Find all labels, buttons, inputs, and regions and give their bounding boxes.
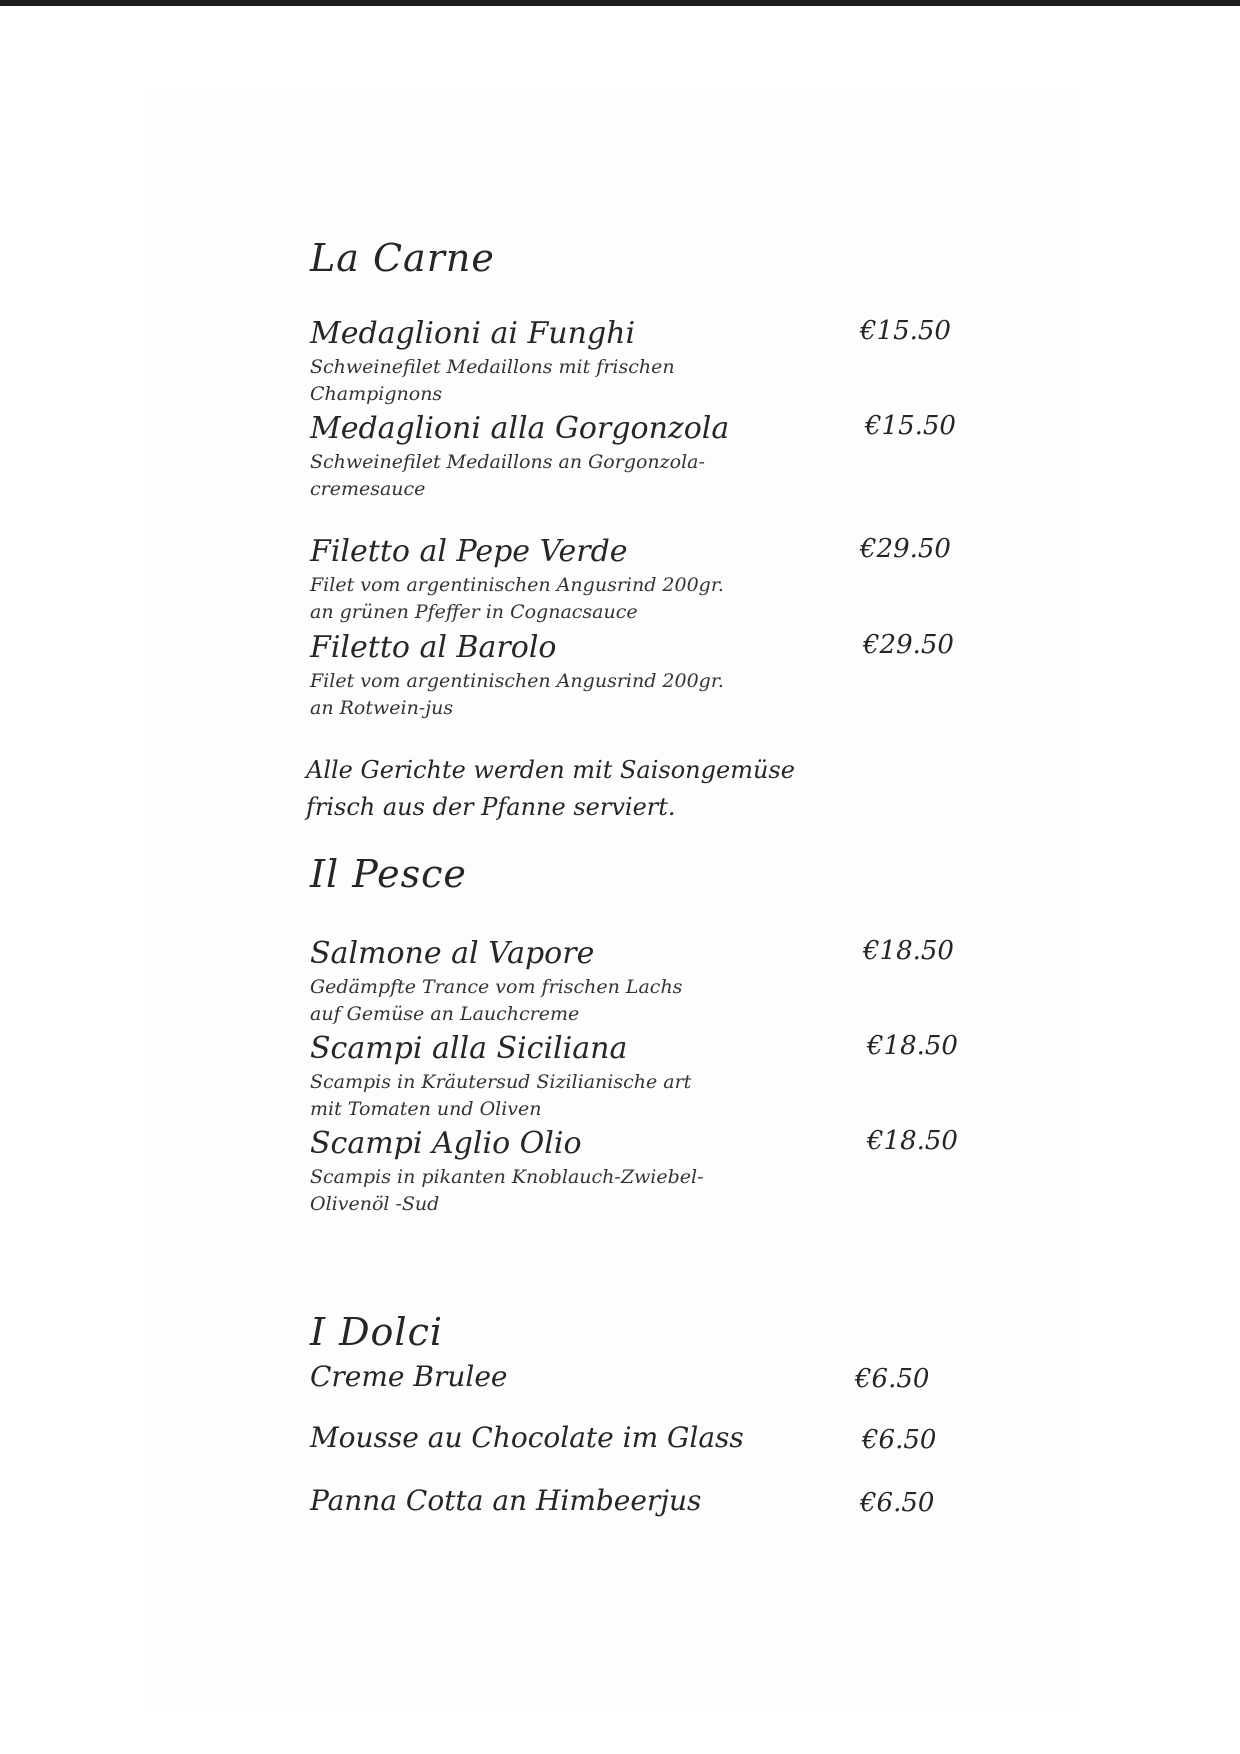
section-title-i-dolci: I Dolci — [310, 1310, 444, 1354]
dish-name: Medaglioni alla Gorgonzola — [310, 411, 730, 446]
description-line: Schweinefilet Medaillons mit frischen — [310, 356, 675, 378]
dish-description — [310, 354, 960, 408]
description-line: an grünen Pfeffer in Cognacsauce — [310, 601, 638, 623]
dish-scampi-siciliana — [310, 1031, 960, 1123]
dish-price: €15.50 — [860, 316, 951, 346]
dish-price: €6.50 — [860, 1488, 935, 1518]
section-title-la-carne: La Carne — [310, 236, 495, 280]
dish-price: €18.50 — [863, 936, 954, 966]
dish-name: Medaglioni ai Funghi — [310, 316, 636, 351]
dessert-creme-brulee — [310, 1360, 960, 1400]
description-line: Olivenöl -Sud — [310, 1193, 440, 1215]
dish-price: €29.50 — [860, 534, 951, 564]
side-dish-note — [306, 752, 795, 826]
note-line: frisch aus der Pfanne serviert. — [306, 793, 676, 821]
dish-name: Scampi alla Siciliana — [310, 1031, 628, 1066]
dish-name: Creme Brulee — [310, 1360, 508, 1393]
dish-salmone-vapore — [310, 936, 960, 1028]
note-line: Alle Gerichte werden mit Saisongemüse — [306, 756, 795, 784]
description-line: Gedämpfte Trance vom frischen Lachs — [310, 976, 683, 998]
description-line: Scampis in Kräutersud Sizilianische art — [310, 1071, 692, 1093]
description-line: Filet vom argentinischen Angusrind 200gr. — [310, 670, 724, 692]
dish-name: Panna Cotta an Himbeerjus — [310, 1484, 702, 1517]
dessert-panna-cotta — [310, 1484, 960, 1524]
dish-filetto-pepe-verde — [310, 534, 960, 626]
description-line: an Rotwein-jus — [310, 697, 454, 719]
dish-name: Filetto al Barolo — [310, 630, 557, 665]
dish-medaglioni-funghi — [310, 316, 960, 408]
dish-description — [310, 974, 960, 1028]
dessert-mousse-chocolate — [310, 1421, 960, 1461]
dish-price: €15.50 — [865, 411, 956, 441]
dish-price: €18.50 — [867, 1126, 958, 1156]
dish-name: Scampi Aglio Olio — [310, 1126, 582, 1161]
description-line: mit Tomaten und Oliven — [310, 1098, 542, 1120]
description-line: Schweinefilet Medaillons an Gorgonzola- — [310, 451, 705, 473]
description-line: Scampis in pikanten Knoblauch-Zwiebel- — [310, 1166, 704, 1188]
dish-price: €6.50 — [855, 1364, 930, 1394]
section-title-il-pesce: Il Pesce — [310, 852, 467, 896]
dish-medaglioni-gorgonzola — [310, 411, 960, 503]
description-line: Filet vom argentinischen Angusrind 200gr. — [310, 574, 724, 596]
dish-description — [310, 1164, 960, 1218]
description-line: auf Gemüse an Lauchcreme — [310, 1003, 580, 1025]
dish-description — [310, 449, 960, 503]
dish-description — [310, 572, 960, 626]
dish-description — [310, 1069, 960, 1123]
dish-price: €29.50 — [863, 630, 954, 660]
dish-name: Salmone al Vapore — [310, 936, 595, 971]
dish-description — [310, 668, 960, 722]
description-line: Champignons — [310, 383, 443, 405]
dish-price: €6.50 — [862, 1425, 937, 1455]
dish-price: €18.50 — [867, 1031, 958, 1061]
dish-scampi-aglio-olio — [310, 1126, 960, 1218]
dish-name: Mousse au Chocolate im Glass — [310, 1421, 744, 1454]
description-line: cremesauce — [310, 478, 426, 500]
dish-name: Filetto al Pepe Verde — [310, 534, 628, 569]
dish-filetto-barolo — [310, 630, 960, 722]
